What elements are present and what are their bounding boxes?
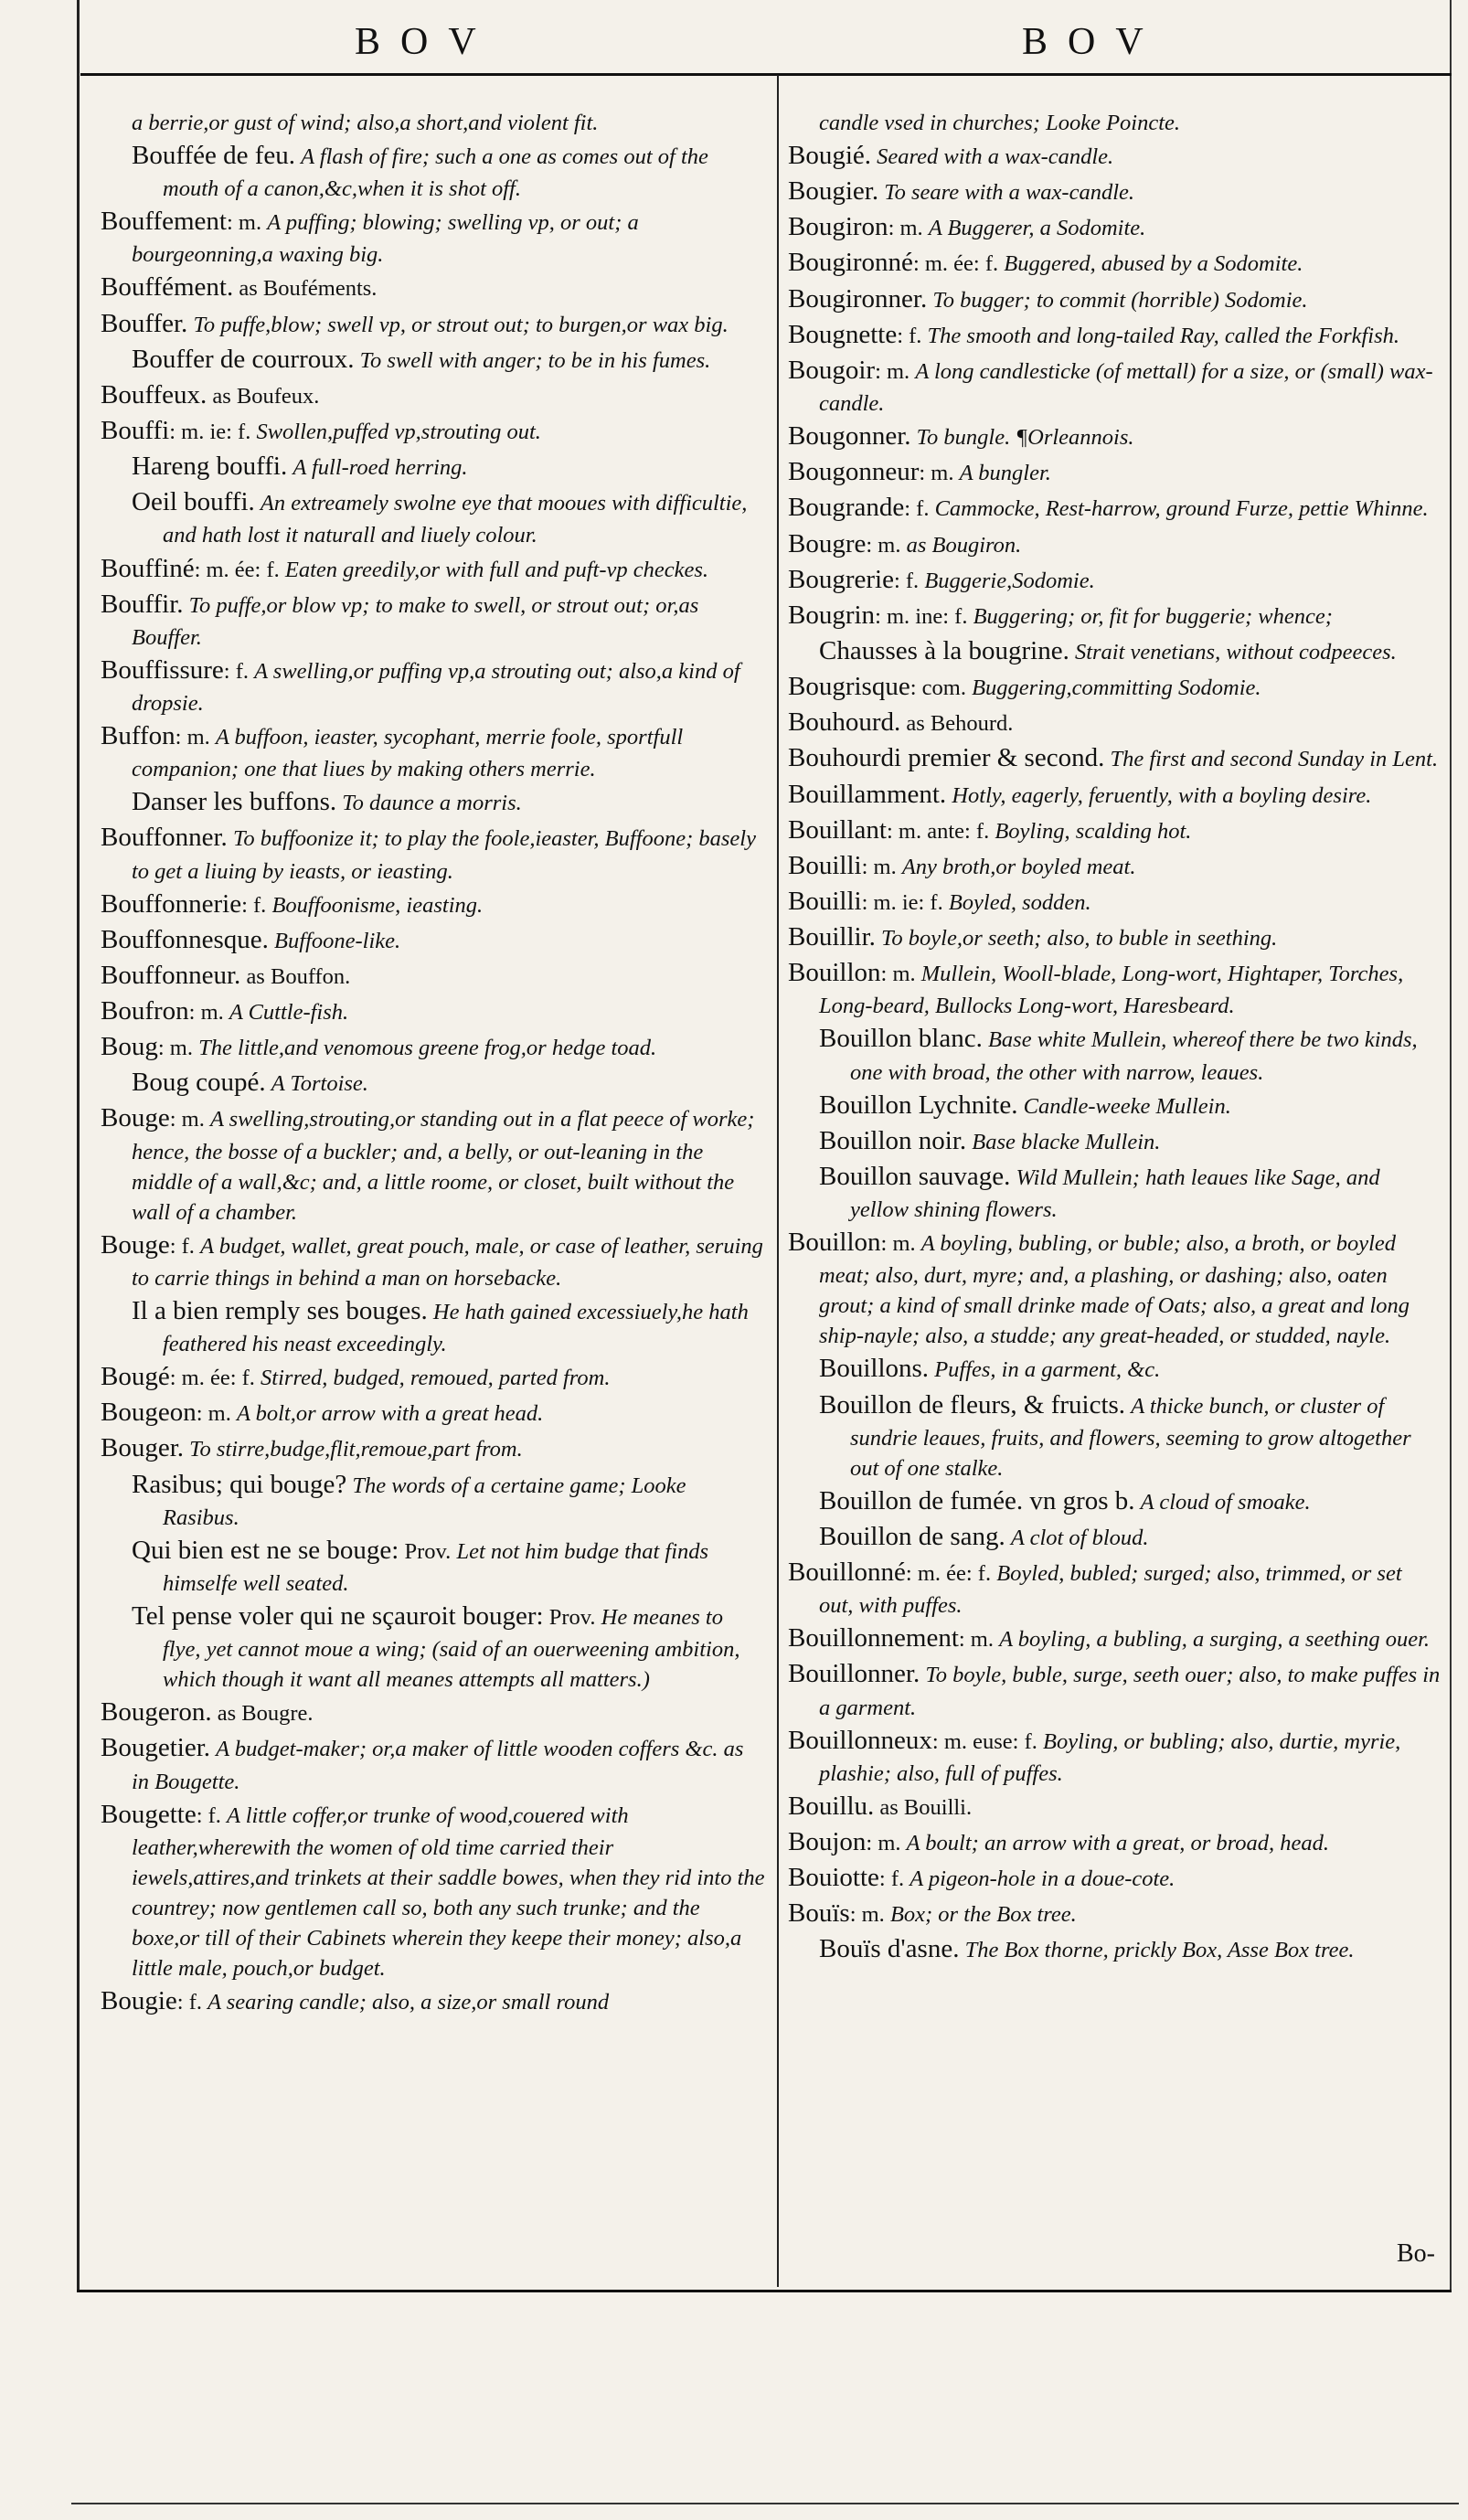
entry-grammar: : m. bbox=[875, 358, 910, 384]
dictionary-entry bbox=[788, 419, 1441, 454]
entry-headword: Bouillir. bbox=[788, 922, 876, 952]
entry-grammar: Prov. bbox=[543, 1605, 596, 1631]
page-edge-rule bbox=[71, 2503, 1459, 2504]
entry-gloss: Mullein, Wooll-blade, Long-wort, Hightaper, Torches, Long-beard, Bullocks Long-wort, Haresbeard. bbox=[819, 962, 1404, 1019]
entry-headword: Boug bbox=[101, 1032, 158, 1062]
entry-gloss: Buggerie,Sodomie. bbox=[924, 568, 1095, 593]
entry-headword: Bouge bbox=[101, 1103, 170, 1133]
entry-gloss: A budget-maker; or,a maker of little wooden coffers &c. as in Bougette. bbox=[132, 1737, 744, 1794]
running-header bbox=[80, 20, 1452, 73]
entry-grammar: : m. ine: f. bbox=[875, 603, 968, 629]
entry-headword: Bougnette bbox=[788, 319, 898, 349]
entry-grammar: : m. bbox=[157, 1036, 193, 1061]
dictionary-entry bbox=[788, 353, 1441, 419]
entry-grammar: : m. ie: f. bbox=[861, 889, 943, 915]
entry-gloss: Cammocke, Rest-harrow, ground Furze, pettie Whinne. bbox=[934, 496, 1429, 522]
entry-headword: Bougonner. bbox=[788, 421, 911, 452]
entry-gloss: A swelling,strouting,or standing out in a flat peece of worke; hence, the bosse of a buckler; and, a belly, or out-leaning in the middle of a wall,&c; and, a little roome, or closet, built without the wall of a chamber. bbox=[132, 1107, 755, 1225]
dictionary-entry bbox=[101, 377, 766, 413]
dictionary-entry bbox=[101, 1029, 766, 1065]
dictionary-entry bbox=[788, 813, 1441, 848]
dictionary-entry bbox=[101, 1730, 766, 1796]
dictionary-entry bbox=[788, 1021, 1441, 1087]
entry-headword: Bouillon bbox=[788, 1228, 881, 1258]
header-left: BOV bbox=[355, 21, 496, 63]
entry-headword: Bouhourd. bbox=[788, 707, 901, 738]
dictionary-entry bbox=[788, 1621, 1441, 1656]
dictionary-entry bbox=[788, 490, 1441, 526]
entry-grammar: : m. bbox=[880, 1231, 916, 1257]
entry-gloss: A long candlesticke (of mettall) for a size, or (small) wax-candle. bbox=[819, 358, 1433, 417]
dictionary-entry bbox=[101, 1797, 766, 1983]
entry-gloss: A full-roed herring. bbox=[293, 455, 468, 481]
entry-headword: Bouffir. bbox=[101, 589, 184, 619]
dictionary-entry bbox=[788, 669, 1441, 705]
entry-grammar: : m. bbox=[866, 532, 901, 558]
entry-gloss: A swelling,or puffing vp,a strouting out; also,a kind of dropsie. bbox=[132, 658, 740, 716]
entry-gloss: as Bougiron. bbox=[906, 532, 1022, 558]
dictionary-entry bbox=[788, 1656, 1441, 1722]
entry-grammar: : f. bbox=[223, 658, 250, 684]
entry-grammar: : f. bbox=[893, 568, 920, 593]
entry-headword: Bouffissure bbox=[101, 654, 224, 685]
entry-grammar: : f. bbox=[196, 1802, 221, 1828]
entry-gloss: A cloud of smoake. bbox=[1140, 1489, 1311, 1515]
entry-headword: Bougeron. bbox=[101, 1697, 212, 1728]
dictionary-entry bbox=[788, 740, 1441, 776]
entry-grammar: : m. ée: f. bbox=[912, 251, 999, 277]
entry-gloss: To puffe,or blow vp; to make to swell, or strout out; or,as Bouffer. bbox=[132, 592, 699, 650]
entry-headword: Bouillon noir. bbox=[819, 1125, 967, 1155]
entry-headword: Bouillant bbox=[788, 814, 887, 845]
entry-grammar: : m. ie: f. bbox=[169, 420, 251, 445]
entry-gloss: A little coffer,or trunke of wood,couered with leather,wherewith the women of old time carried their iewels,attires,and trinkets at their saddle bowes, when they rid into the countrey; now gentlemen call so, both any such trunke; and the boxe,or till of their Cabinets wherein they keepe their money; also,a little male, pouch,or budget. bbox=[132, 1802, 765, 1982]
dictionary-entry bbox=[788, 1824, 1441, 1860]
entry-grammar: : m. bbox=[866, 1831, 901, 1856]
entry-gloss: The first and second Sunday in Lent. bbox=[1110, 747, 1439, 772]
dictionary-entry bbox=[101, 653, 766, 718]
entry-gloss: Any broth,or boyled meat. bbox=[901, 854, 1136, 879]
entry-gloss: A Cuttle-fish. bbox=[229, 1000, 349, 1026]
entry-headword: Bougeon bbox=[101, 1398, 197, 1428]
entry-gloss: The Box thorne, prickly Box, Asse Box tree. bbox=[964, 1938, 1355, 1963]
entry-gloss: A Buggerer, a Sodomite. bbox=[928, 216, 1146, 241]
dictionary-entry bbox=[788, 1519, 1441, 1555]
dictionary-entry bbox=[101, 138, 766, 204]
entry-grammar: : m. bbox=[861, 854, 897, 879]
entry-gloss: Buggering,committing Sodomie. bbox=[972, 675, 1261, 701]
entry-grammar: : m. ée: f. bbox=[194, 557, 280, 582]
entry-gloss: Bouffoonisme, ieasting. bbox=[271, 892, 484, 918]
entry-headword: Bougie bbox=[101, 1986, 177, 2016]
dictionary-entry bbox=[788, 848, 1441, 884]
dictionary-entry bbox=[788, 777, 1441, 813]
entry-gloss: Boyled, bubled; surged; also, trimmed, or set out, with puffes. bbox=[819, 1561, 1402, 1619]
entry-grammar: : m. bbox=[175, 725, 210, 750]
entry-headword: Bouïs d'asne. bbox=[819, 1934, 960, 1964]
dictionary-entry bbox=[101, 1430, 766, 1466]
entry-gloss: Base white Mullein, whereof there be two kinds, one with broad, the other with narrow, leaues. bbox=[850, 1027, 1418, 1085]
entry-gloss: To bugger; to commit (horrible) Sodomie. bbox=[932, 287, 1308, 313]
entry-gloss: Puffes, in a garment, &c. bbox=[934, 1357, 1161, 1383]
dictionary-entry bbox=[101, 1467, 766, 1533]
dictionary-entry bbox=[101, 887, 766, 922]
entry-gloss: Seared with a wax-candle. bbox=[877, 144, 1114, 170]
dictionary-entry bbox=[788, 1088, 1441, 1123]
entry-headword: Bouffeux. bbox=[101, 379, 207, 409]
entry-grammar: : f. bbox=[176, 1990, 202, 2015]
header-rule bbox=[80, 73, 1452, 76]
entry-headword: Bouffiné bbox=[101, 553, 195, 583]
dictionary-entry bbox=[101, 484, 766, 550]
entry-headword: Bouhourdi premier & second. bbox=[788, 743, 1105, 773]
entry-headword: Bouillon blanc. bbox=[819, 1024, 983, 1054]
entry-headword: Bougetier. bbox=[101, 1733, 211, 1763]
dictionary-entry bbox=[101, 1983, 766, 2019]
dictionary-entry bbox=[101, 449, 766, 484]
dictionary-entry bbox=[101, 1101, 766, 1227]
dictionary-entry bbox=[788, 174, 1441, 209]
entry-headword: Bougre bbox=[788, 528, 867, 558]
entry-headword: Bougier. bbox=[788, 176, 879, 207]
dictionary-entry bbox=[101, 784, 766, 820]
entry-headword: Bougoir bbox=[788, 355, 876, 385]
entry-headword: Chausses à la bougrine. bbox=[819, 635, 1069, 665]
dictionary-entry bbox=[101, 108, 766, 138]
dictionary-entry bbox=[101, 1395, 766, 1430]
entry-gloss: Stirred, budged, remoued, parted from. bbox=[261, 1366, 611, 1391]
entry-gloss: a berrie,or gust of wind; also,a short,and violent fit. bbox=[132, 111, 599, 135]
entry-gloss: A Tortoise. bbox=[271, 1071, 368, 1097]
column-divider bbox=[777, 75, 779, 2287]
entry-grammar: : m. bbox=[849, 1902, 885, 1928]
dictionary-entry bbox=[788, 245, 1441, 281]
dictionary-entry bbox=[101, 413, 766, 449]
entry-headword: Bouillon de sang. bbox=[819, 1521, 1005, 1551]
entry-gloss: To stirre,budge,flit,remoue,part from. bbox=[189, 1437, 523, 1462]
entry-grammar: : f. bbox=[897, 323, 922, 348]
entry-gloss: Let not him budge that finds himselfe well seated. bbox=[163, 1538, 709, 1596]
frame-left-rule bbox=[77, 0, 80, 2292]
entry-headword: Hareng bouffi. bbox=[132, 452, 288, 482]
entry-headword: Bouffer. bbox=[101, 308, 188, 338]
entry-grammar: : m. bbox=[958, 1627, 994, 1653]
entry-headword: Boufron bbox=[101, 996, 189, 1026]
entry-grammar: : m. bbox=[169, 1107, 205, 1132]
entry-gloss: A budget, wallet, great pouch, male, or case of leather, seruing to carrie things in behind a man on horsebacke. bbox=[132, 1233, 763, 1291]
dictionary-entry bbox=[788, 1483, 1441, 1519]
right-column bbox=[788, 108, 1441, 1968]
entry-gloss: Strait venetians, without codpeeces. bbox=[1074, 639, 1397, 665]
entry-headword: Bouffi bbox=[101, 416, 170, 446]
entry-headword: Bougié. bbox=[788, 141, 872, 171]
dictionary-entry bbox=[788, 1123, 1441, 1159]
dictionary-entry bbox=[788, 1388, 1441, 1483]
dictionary-entry bbox=[788, 633, 1441, 669]
entry-grammar: : m. bbox=[227, 210, 262, 236]
entry-grammar: : m. bbox=[188, 1000, 224, 1026]
dictionary-entry bbox=[788, 705, 1441, 740]
entry-gloss: Buffoone-like. bbox=[274, 928, 401, 953]
left-column bbox=[101, 108, 766, 2019]
dictionary-entry bbox=[788, 209, 1441, 245]
dictionary-entry bbox=[101, 1533, 766, 1599]
dictionary-entry bbox=[788, 1225, 1441, 1351]
entry-grammar: Prov. bbox=[399, 1538, 452, 1564]
entry-headword: Bouillonné bbox=[788, 1558, 906, 1588]
entry-gloss: To buffoonize it; to play the foole,ieaster, Buffoone; basely to get a liuing by ieasts, or ieasting. bbox=[132, 826, 756, 884]
entry-headword: Bouilli bbox=[788, 886, 862, 916]
entry-headword: Bouïs bbox=[788, 1898, 850, 1929]
header-right: BOV bbox=[1022, 21, 1164, 63]
entry-gloss: A clot of bloud. bbox=[1010, 1525, 1149, 1550]
entry-grammar: : f. bbox=[904, 496, 930, 522]
dictionary-entry bbox=[788, 454, 1441, 490]
entry-headword: Bouillonnement bbox=[788, 1623, 959, 1653]
dictionary-entry bbox=[101, 994, 766, 1029]
entry-gloss: A bolt,or arrow with a great head. bbox=[236, 1401, 544, 1427]
entry-headword: Bouillon bbox=[788, 958, 881, 988]
entry-headword: Bouillon sauvage. bbox=[819, 1161, 1011, 1191]
entry-gloss: Boyling, or bubling; also, durtie, myrie, plashie; also, full of puffes. bbox=[819, 1728, 1401, 1786]
entry-headword: Bouffer de courroux. bbox=[132, 344, 355, 374]
entry-headword: Bouillu. bbox=[788, 1791, 875, 1821]
entry-headword: Bougrin bbox=[788, 600, 876, 630]
entry-gloss: Buggering; or, fit for buggerie; whence; bbox=[973, 603, 1333, 629]
entry-grammar: as Boufeux. bbox=[207, 383, 320, 409]
entry-gloss: Boyling, scalding hot. bbox=[995, 818, 1192, 844]
dictionary-entry bbox=[788, 884, 1441, 920]
entry-headword: Bouffonner. bbox=[101, 823, 228, 853]
dictionary-entry bbox=[101, 270, 766, 305]
dictionary-page bbox=[80, 0, 1452, 2520]
dictionary-entry bbox=[101, 204, 766, 270]
dictionary-entry bbox=[788, 108, 1441, 138]
entry-grammar: : m. euse: f. bbox=[931, 1728, 1037, 1754]
entry-headword: Bouillon de fleurs, & fruicts. bbox=[819, 1389, 1126, 1419]
entry-grammar: as Bouféments. bbox=[233, 276, 378, 302]
entry-headword: Bougonneur bbox=[788, 457, 920, 487]
entry-grammar: : m. bbox=[196, 1401, 231, 1427]
entry-grammar: as Bouilli. bbox=[874, 1794, 973, 1820]
dictionary-entry bbox=[101, 342, 766, 377]
catchword: Bo- bbox=[1397, 2239, 1435, 2268]
entry-headword: Tel pense voler qui ne sçauroit bouger: bbox=[132, 1601, 544, 1632]
frame-right-rule bbox=[1450, 0, 1452, 2292]
entry-gloss: To puffe,blow; swell vp, or strout out; to burgen,or wax big. bbox=[193, 312, 729, 337]
entry-headword: Bouillon de fumée. vn gros b. bbox=[819, 1485, 1135, 1515]
dictionary-entry bbox=[788, 282, 1441, 317]
entry-headword: Bougette bbox=[101, 1799, 197, 1829]
entry-headword: Bouger. bbox=[101, 1433, 185, 1463]
entry-headword: Buffon bbox=[101, 721, 176, 751]
entry-headword: Bouilli bbox=[788, 850, 862, 880]
entry-headword: Bougrande bbox=[788, 493, 905, 523]
entry-gloss: Candle-weeke Mullein. bbox=[1023, 1093, 1231, 1119]
entry-gloss: A boult; an arrow with a great, or broad, head. bbox=[906, 1831, 1329, 1856]
entry-headword: Bouffonneur. bbox=[101, 960, 241, 990]
entry-gloss: To swell with anger; to be in his fumes. bbox=[359, 347, 711, 373]
entry-gloss: A boyling, a bubling, a surging, a seething ouer. bbox=[999, 1627, 1431, 1653]
dictionary-entry bbox=[788, 955, 1441, 1021]
entry-gloss: The little,and venomous greene frog,or hedge toad. bbox=[198, 1036, 657, 1061]
dictionary-entry bbox=[788, 317, 1441, 353]
entry-gloss: Swollen,puffed vp,strouting out. bbox=[256, 420, 541, 445]
entry-gloss: To boyle, buble, surge, seeth ouer; also, to make puffes in a garment. bbox=[819, 1663, 1441, 1720]
dictionary-entry bbox=[101, 1228, 766, 1293]
entry-gloss: The words of a certaine game; Looke Rasibus. bbox=[163, 1473, 686, 1530]
entry-grammar: : m. ée: f. bbox=[169, 1366, 255, 1391]
entry-headword: Bouffonnerie bbox=[101, 888, 242, 919]
entry-headword: Bouillamment. bbox=[788, 779, 947, 809]
entry-gloss: To seare with a wax-candle. bbox=[884, 180, 1135, 206]
entry-gloss: A flash of fire; such a one as comes out of the mouth of a canon,&c,when it is shot off. bbox=[163, 144, 708, 202]
entry-gloss: To bungle. ¶Orleannois. bbox=[916, 425, 1134, 451]
entry-gloss: A puffing; blowing; swelling vp, or out; a bourgeonning,a waxing big. bbox=[132, 210, 639, 268]
entry-headword: Rasibus; qui bouge? bbox=[132, 1469, 347, 1499]
entry-grammar: as Behourd. bbox=[900, 711, 1014, 737]
entry-headword: Bougrerie bbox=[788, 564, 894, 594]
dictionary-entry bbox=[788, 562, 1441, 598]
entry-headword: Boujon bbox=[788, 1827, 867, 1857]
dictionary-entry bbox=[788, 1723, 1441, 1789]
entry-grammar: : f. bbox=[169, 1233, 195, 1259]
dictionary-entry bbox=[101, 551, 766, 587]
entry-headword: Bouillonner. bbox=[788, 1659, 920, 1689]
entry-headword: Danser les buffons. bbox=[132, 787, 337, 817]
entry-headword: Il a bien remply ses bouges. bbox=[132, 1295, 428, 1325]
entry-headword: Bouffonnesque. bbox=[101, 924, 269, 954]
entry-headword: Bouillonneux bbox=[788, 1725, 932, 1755]
entry-headword: Bouiotte bbox=[788, 1863, 879, 1893]
dictionary-entry bbox=[788, 1159, 1441, 1225]
dictionary-entry bbox=[101, 1599, 766, 1695]
entry-gloss: Buggered, abused by a Sodomite. bbox=[1004, 251, 1303, 277]
entry-headword: Bouffée de feu. bbox=[132, 141, 296, 171]
entry-gloss: To daunce a morris. bbox=[342, 791, 522, 816]
dictionary-entry bbox=[101, 718, 766, 784]
entry-headword: Bougironné bbox=[788, 248, 913, 278]
entry-headword: Bougé bbox=[101, 1362, 170, 1392]
entry-headword: Bougiron bbox=[788, 212, 888, 242]
entry-gloss: He meanes to flye, yet cannot moue a wing; (said of an ouerweening ambition, which though it want all meanes attempts all matters.) bbox=[163, 1605, 740, 1693]
entry-grammar: as Bouffon. bbox=[240, 963, 351, 989]
dictionary-entry bbox=[788, 598, 1441, 633]
dictionary-entry bbox=[788, 1789, 1441, 1824]
dictionary-entry bbox=[788, 526, 1441, 562]
entry-grammar: : m. ante: f. bbox=[886, 818, 990, 844]
dictionary-entry bbox=[101, 1065, 766, 1101]
entry-gloss: A searing candle; also, a size,or small round bbox=[207, 1990, 610, 2015]
entry-gloss: He hath gained excessiuely,he hath feathered his neast exceedingly. bbox=[163, 1299, 749, 1357]
dictionary-entry bbox=[788, 1931, 1441, 1967]
entry-gloss: candle vsed in churches; Looke Poincte. bbox=[819, 111, 1181, 135]
dictionary-entry bbox=[788, 1860, 1441, 1896]
entry-headword: Qui bien est ne se bouge: bbox=[132, 1535, 399, 1565]
entry-grammar: : f. bbox=[241, 892, 267, 918]
entry-grammar: as Bougre. bbox=[211, 1701, 314, 1727]
entry-grammar: : m. bbox=[880, 962, 916, 987]
entry-headword: Bouge bbox=[101, 1229, 170, 1260]
entry-gloss: A boyling, bubling, or buble; also, a broth, or boyled meat; also, durt, myre; and, a plashing, or dashing; also, oaten grout; a kind of small drinke made of Oats; also, a great and long ship-nayle; also, a studde; any great-headed, or studded, nayle. bbox=[819, 1231, 1410, 1349]
entry-gloss: Hotly, eagerly, feruently, with a boyling desire. bbox=[952, 782, 1372, 808]
entry-gloss: A buffoon, ieaster, sycophant, merrie foole, sportfull companion; one that liues by making others merrie. bbox=[132, 725, 684, 782]
entry-headword: Bouillon Lychnite. bbox=[819, 1090, 1018, 1120]
entry-gloss: Boyled, sodden. bbox=[948, 889, 1091, 915]
entry-headword: Bouffement bbox=[101, 207, 227, 237]
entry-gloss: Base blacke Mullein. bbox=[972, 1129, 1161, 1154]
dictionary-entry bbox=[101, 306, 766, 342]
entry-gloss: An extreamely swolne eye that mooues with difficultie, and hath lost it naturall and liuely colour. bbox=[163, 491, 748, 548]
dictionary-entry bbox=[101, 1695, 766, 1730]
dictionary-entry bbox=[788, 1555, 1441, 1621]
dictionary-entry bbox=[788, 1896, 1441, 1931]
entry-gloss: Eaten greedily,or with full and puft-vp checkes. bbox=[284, 557, 709, 582]
entry-gloss: A pigeon-hole in a doue-cote. bbox=[910, 1866, 1175, 1892]
entry-headword: Bougironner. bbox=[788, 283, 928, 314]
dictionary-entry bbox=[101, 1359, 766, 1395]
entry-headword: Boug coupé. bbox=[132, 1068, 266, 1098]
entry-gloss: To boyle,or seeth; also, to buble in seething. bbox=[881, 926, 1278, 952]
entry-grammar: : m. bbox=[919, 461, 954, 486]
dictionary-entry bbox=[101, 820, 766, 886]
dictionary-entry bbox=[788, 138, 1441, 174]
entry-grammar: : f. bbox=[878, 1866, 905, 1892]
entry-gloss: The smooth and long-tailed Ray, called the Forkfish. bbox=[927, 323, 1400, 348]
entry-headword: Bouillons. bbox=[819, 1354, 930, 1384]
dictionary-entry bbox=[101, 958, 766, 994]
dictionary-entry bbox=[101, 922, 766, 958]
entry-gloss: Wild Mullein; hath leaues like Sage, and yellow shining flowers. bbox=[850, 1164, 1380, 1223]
dictionary-entry bbox=[788, 1351, 1441, 1387]
footer-rule bbox=[77, 2290, 1452, 2292]
dictionary-entry bbox=[101, 1293, 766, 1359]
entry-gloss: A bungler. bbox=[959, 461, 1051, 486]
entry-headword: Bouffément. bbox=[101, 272, 234, 303]
entry-gloss: Box; or the Box tree. bbox=[889, 1902, 1077, 1928]
entry-gloss: A thicke bunch, or cluster of sundrie leaues, fruits, and flowers, seeming to grow altogether out of one stalke. bbox=[850, 1393, 1411, 1481]
entry-headword: Bougrisque bbox=[788, 672, 910, 702]
entry-grammar: : com. bbox=[910, 675, 966, 701]
entry-grammar: : m. bbox=[888, 216, 923, 241]
dictionary-entry bbox=[101, 587, 766, 653]
entry-headword: Oeil bouffi. bbox=[132, 487, 255, 517]
dictionary-entry bbox=[788, 920, 1441, 955]
entry-grammar: : m. ée: f. bbox=[905, 1561, 992, 1587]
